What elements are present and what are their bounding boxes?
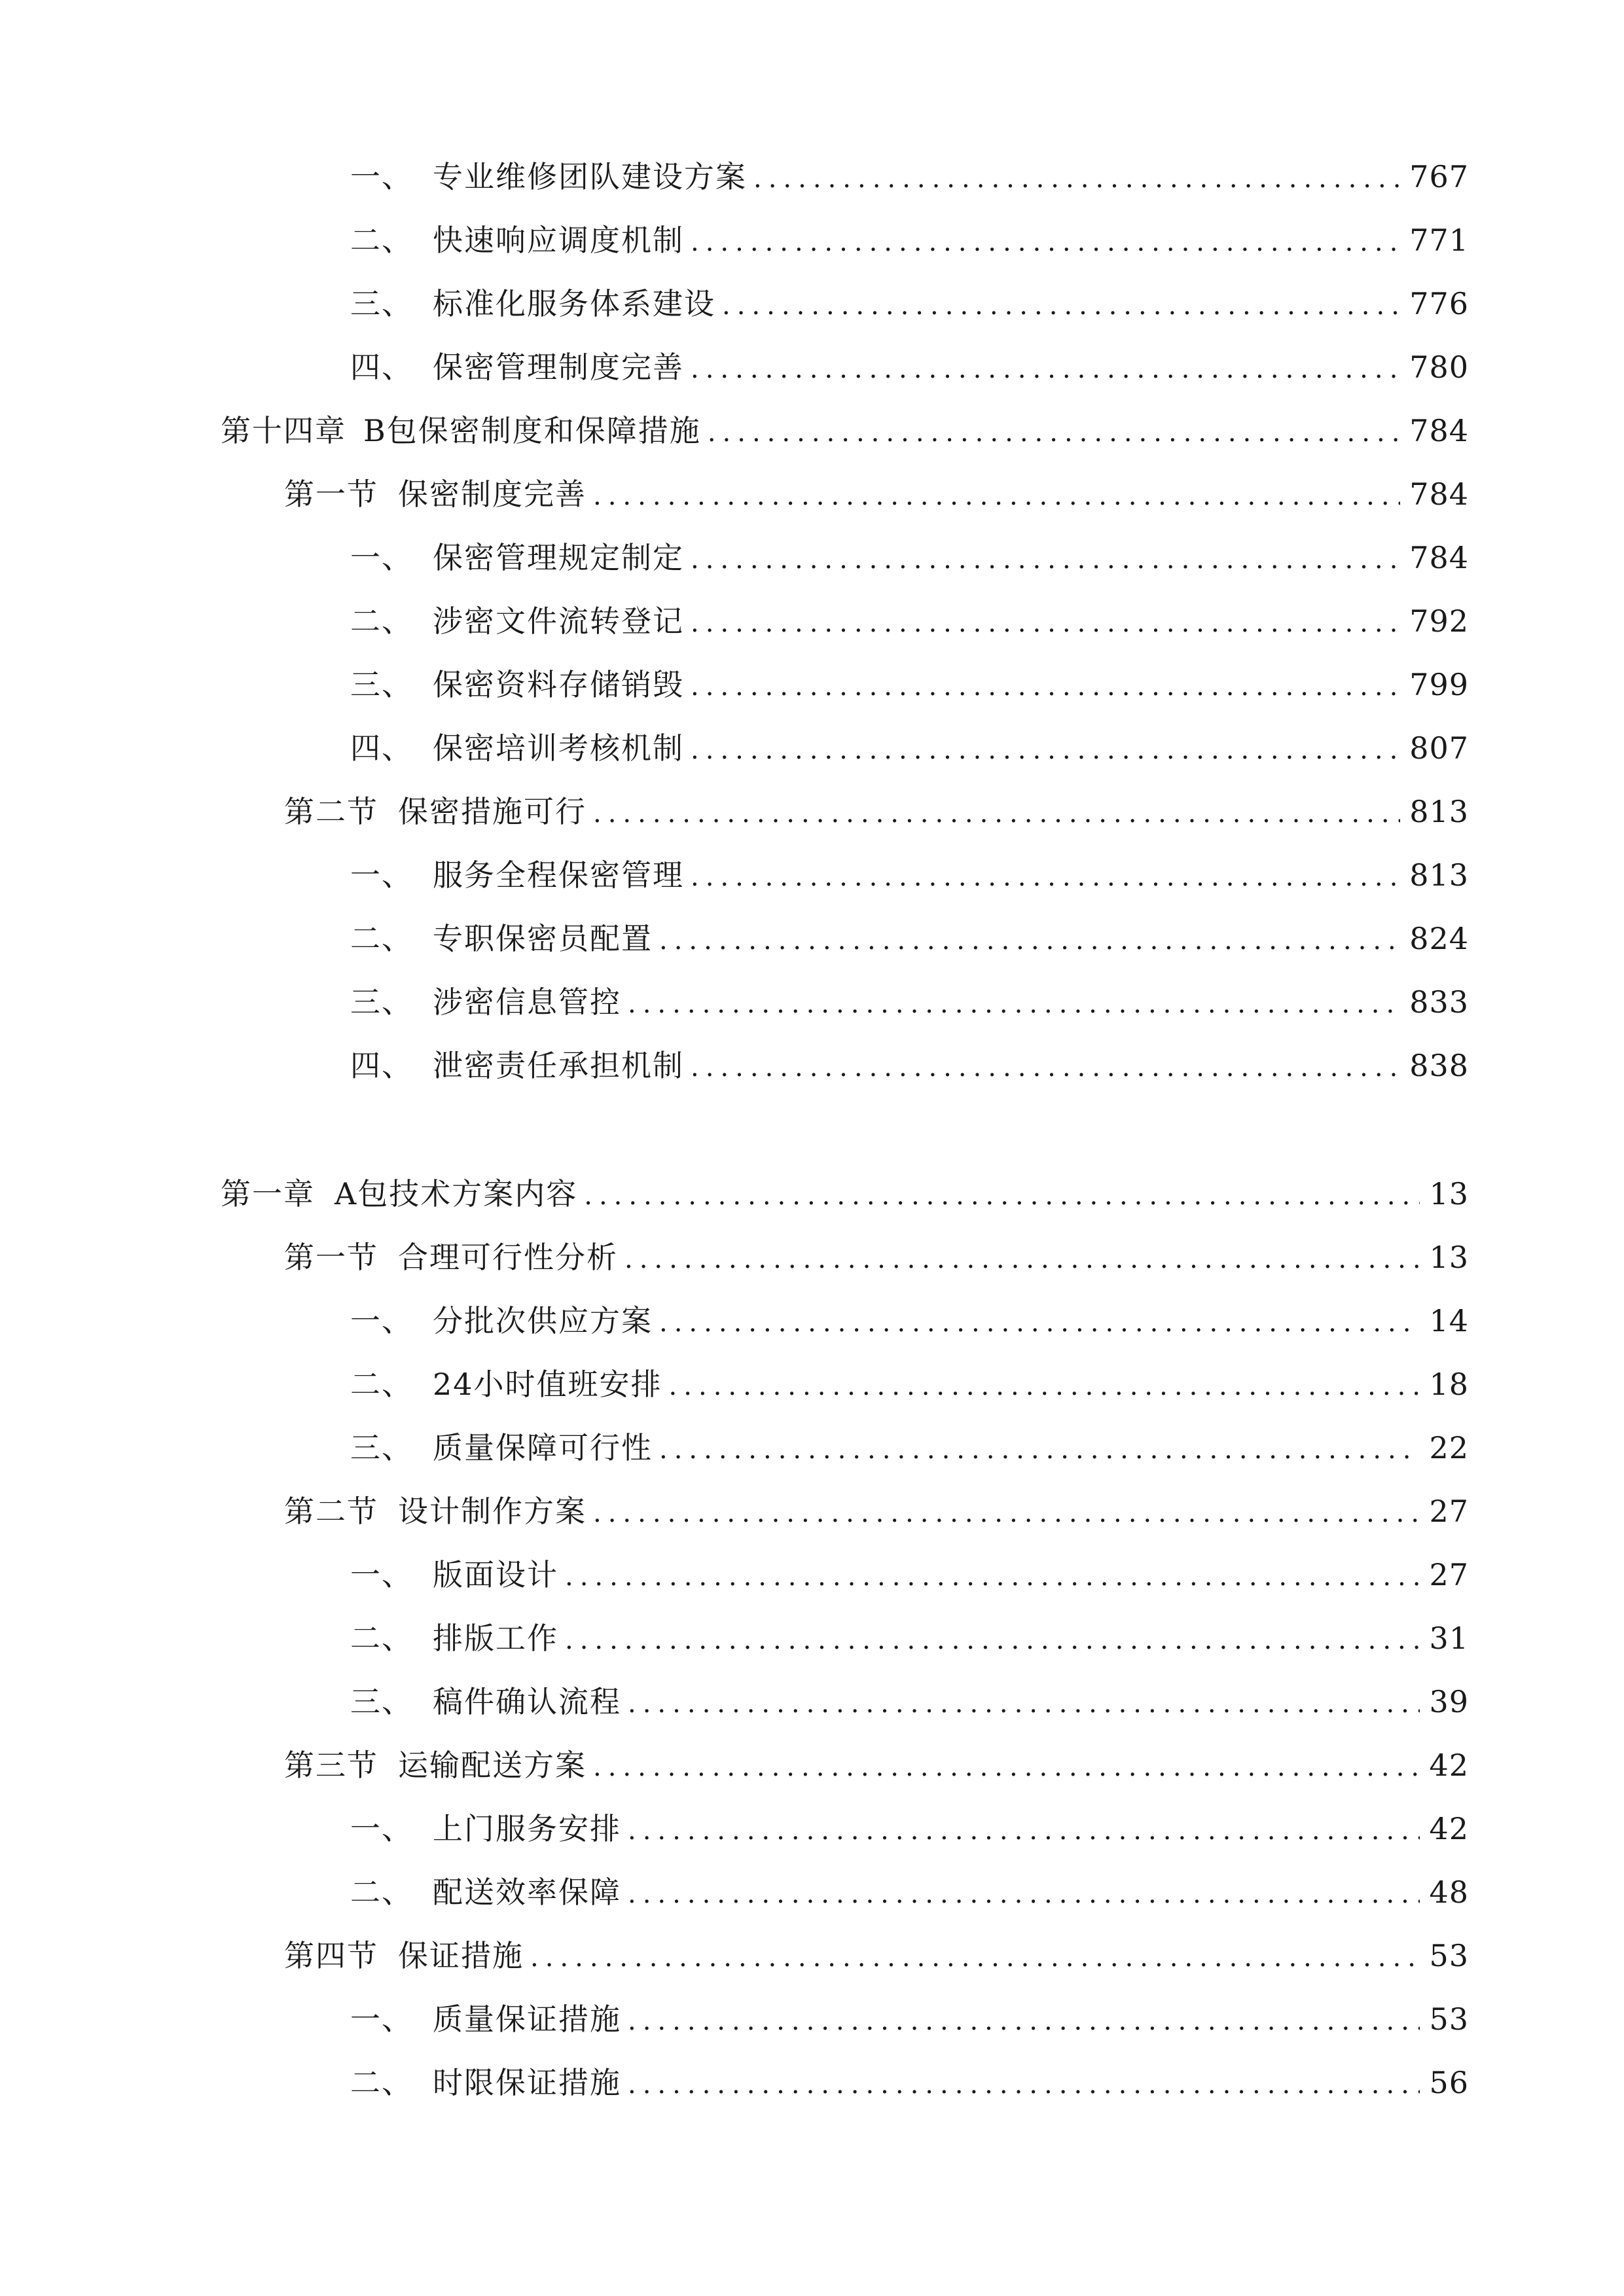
toc-dot-leader [753, 152, 1400, 205]
toc-entry-number: 四、 [350, 350, 413, 385]
toc-entry-title: 质量保证措施 [433, 2001, 621, 2037]
toc-entry[interactable] [350, 1612, 1469, 1664]
toc-entry[interactable] [350, 531, 1469, 584]
toc-entry[interactable] [350, 658, 1469, 711]
toc-dot-leader [530, 1931, 1420, 1984]
toc-entry[interactable] [350, 976, 1469, 1028]
toc-entry-page: 813 [1409, 857, 1469, 893]
toc-entry-number: 一、 [350, 1557, 413, 1592]
toc-entry-number: 第二节 [284, 1494, 378, 1529]
toc-entry-page: 784 [1409, 413, 1469, 448]
toc-entry[interactable] [350, 1676, 1469, 1728]
toc-entry-number: 一、 [350, 159, 413, 194]
toc-entry-number: 第一节 [284, 1240, 378, 1275]
toc-entry-title: 配送效率保障 [433, 1874, 621, 1910]
toc-chapter-entry[interactable] [221, 1168, 1469, 1220]
toc-entry-title: 运输配送方案 [398, 1748, 586, 1783]
toc-entry[interactable] [350, 1295, 1469, 1347]
toc-dot-leader [659, 1297, 1420, 1349]
toc-entry-number: 第十四章 [221, 413, 346, 448]
toc-entry-page: 53 [1429, 1938, 1469, 1973]
toc-dot-leader [628, 1804, 1420, 1857]
toc-entry-page: 56 [1429, 2065, 1469, 2100]
toc-entry-title: 保密培训考核机制 [433, 730, 684, 766]
toc-entry-page: 18 [1429, 1367, 1469, 1402]
toc-entry[interactable] [350, 2056, 1469, 2109]
toc-entry-number: 三、 [350, 984, 413, 1020]
toc-dot-leader [584, 1170, 1420, 1222]
toc-entry-number: 二、 [350, 223, 413, 258]
toc-entry-number: 四、 [350, 730, 413, 766]
toc-dot-leader [593, 1487, 1420, 1539]
toc-entry-number: 四、 [350, 1048, 413, 1083]
toc-section-entry[interactable] [284, 468, 1469, 520]
toc-entry-title: 时限保证措施 [433, 2065, 621, 2100]
toc-entry-number: 第二节 [284, 794, 378, 829]
toc-entry[interactable] [350, 341, 1469, 393]
toc-entry-page: 13 [1429, 1176, 1469, 1211]
toc-entry-page: 42 [1429, 1748, 1469, 1783]
toc-entry-page: 53 [1429, 2001, 1469, 2037]
toc-dot-leader [691, 1041, 1400, 1094]
toc-entry-page: 833 [1409, 984, 1469, 1020]
toc-entry-title: 合理可行性分析 [398, 1240, 618, 1275]
toc-entry-title: 保密管理规定制定 [433, 540, 684, 575]
toc-entry-number: 第一节 [284, 476, 378, 512]
toc-dot-leader [624, 1233, 1420, 1285]
toc-entry[interactable] [350, 214, 1469, 266]
toc-entry-title: A包技术方案内容 [334, 1176, 578, 1211]
toc-entry[interactable] [350, 1866, 1469, 1918]
toc-entry-page: 14 [1429, 1303, 1469, 1338]
toc-entry-number: 二、 [350, 1367, 413, 1402]
toc-entry-page: 31 [1429, 1621, 1469, 1656]
toc-entry-page: 27 [1429, 1494, 1469, 1529]
toc-entry-title: 快速响应调度机制 [433, 223, 684, 258]
toc-entry-title: 保密措施可行 [398, 794, 586, 829]
toc-section-entry[interactable] [284, 1929, 1469, 1982]
toc-entry-title: 专业维修团队建设方案 [433, 159, 747, 194]
toc-entry-title: 质量保障可行性 [433, 1430, 653, 1465]
toc-entry-page: 776 [1409, 286, 1469, 321]
toc-entry[interactable] [350, 595, 1469, 647]
toc-entry-number: 二、 [350, 603, 413, 639]
toc-dot-leader [691, 533, 1400, 586]
toc-entry-number: 第三节 [284, 1748, 378, 1783]
toc-entry-number: 第四节 [284, 1938, 378, 1973]
toc-entry-number: 三、 [350, 286, 413, 321]
toc-dot-leader [565, 1614, 1420, 1666]
toc-dot-leader [691, 597, 1400, 649]
toc-section-entry[interactable] [284, 785, 1469, 838]
toc-entry-title: 稿件确认流程 [433, 1684, 621, 1719]
toc-dot-leader [691, 724, 1400, 776]
toc-entry-number: 二、 [350, 1621, 413, 1656]
toc-dot-leader [628, 1677, 1420, 1730]
toc-section-entry[interactable] [284, 1485, 1469, 1537]
toc-entry-page: 799 [1409, 667, 1469, 702]
toc-entry-title: B包保密制度和保障措施 [363, 413, 701, 448]
toc-entry-number: 第一章 [221, 1176, 315, 1211]
toc-entry-title: 保密管理制度完善 [433, 350, 684, 385]
toc-dot-leader [669, 1360, 1420, 1412]
toc-entry[interactable] [350, 1993, 1469, 2045]
toc-entry-title: 保密资料存储销毁 [433, 667, 684, 702]
toc-entry-number: 一、 [350, 2001, 413, 2037]
toc-entry[interactable] [350, 151, 1469, 203]
toc-section-entry[interactable] [284, 1739, 1469, 1791]
toc-entry-number: 三、 [350, 1684, 413, 1719]
toc-entry-title: 版面设计 [433, 1557, 558, 1592]
toc-dot-leader [628, 2058, 1420, 2111]
toc-dot-leader [708, 406, 1400, 459]
toc-entry[interactable] [350, 1803, 1469, 1855]
toc-entry-page: 824 [1409, 921, 1469, 956]
toc-dot-leader [659, 1424, 1420, 1476]
toc-entry-title: 涉密信息管控 [433, 984, 621, 1020]
toc-entry-number: 三、 [350, 667, 413, 702]
toc-entry-title: 设计制作方案 [398, 1494, 586, 1529]
toc-entry-title: 上门服务安排 [433, 1811, 621, 1846]
toc-entry-number: 一、 [350, 1303, 413, 1338]
toc-entry[interactable] [350, 1039, 1469, 1092]
toc-entry[interactable] [350, 912, 1469, 965]
toc-entry-number: 二、 [350, 2065, 413, 2100]
toc-dot-leader [628, 1868, 1420, 1920]
toc-chapter-entry[interactable] [221, 404, 1469, 457]
toc-dot-leader [691, 851, 1400, 903]
toc-dot-leader [565, 1551, 1420, 1603]
toc-dot-leader [628, 978, 1400, 1030]
toc-entry-title: 涉密文件流转登记 [433, 603, 684, 639]
toc-dot-leader [659, 914, 1400, 967]
toc-dot-leader [593, 470, 1400, 522]
toc-entry[interactable] [350, 849, 1469, 901]
toc-entry-number: 一、 [350, 540, 413, 575]
toc-entry-number: 三、 [350, 1430, 413, 1465]
toc-dot-leader [628, 1995, 1420, 2047]
toc-entry-title: 排版工作 [433, 1621, 558, 1656]
toc-entry-number: 二、 [350, 921, 413, 956]
toc-entry-page: 22 [1429, 1430, 1469, 1465]
toc-entry-title: 泄密责任承担机制 [433, 1048, 684, 1083]
toc-dot-leader [593, 1741, 1420, 1793]
toc-dot-leader [691, 216, 1400, 268]
toc-entry-page: 784 [1409, 540, 1469, 575]
toc-entry-title: 专职保密员配置 [433, 921, 653, 956]
toc-entry[interactable] [350, 1358, 1469, 1410]
toc-entry-page: 27 [1429, 1557, 1469, 1592]
toc-entry-page: 838 [1409, 1048, 1469, 1083]
toc-entry-page: 792 [1409, 603, 1469, 639]
toc-entry[interactable] [350, 1549, 1469, 1601]
toc-entry-title: 保密制度完善 [398, 476, 586, 512]
toc-entry[interactable] [350, 722, 1469, 774]
toc-dot-leader [722, 279, 1400, 332]
toc-section-entry[interactable] [284, 1231, 1469, 1283]
toc-entry-title: 保证措施 [398, 1938, 524, 1973]
toc-entry-number: 一、 [350, 857, 413, 893]
toc-entry-title: 标准化服务体系建设 [433, 286, 715, 321]
toc-dot-leader [691, 343, 1400, 395]
toc-entry-page: 39 [1429, 1684, 1469, 1719]
toc-entry-title: 分批次供应方案 [433, 1303, 653, 1338]
toc-entry-page: 48 [1429, 1874, 1469, 1910]
toc-dot-leader [691, 660, 1400, 713]
toc-entry-page: 771 [1409, 223, 1469, 258]
toc-entry-page: 13 [1429, 1240, 1469, 1275]
toc-entry[interactable] [350, 278, 1469, 330]
toc-dot-leader [593, 787, 1400, 840]
toc-entry-number: 二、 [350, 1874, 413, 1910]
toc-entry-page: 780 [1409, 350, 1469, 385]
toc-entry[interactable] [350, 1422, 1469, 1474]
toc-entry-number: 一、 [350, 1811, 413, 1846]
toc-entry-page: 784 [1409, 476, 1469, 512]
toc-entry-page: 813 [1409, 794, 1469, 829]
toc-entry-title: 服务全程保密管理 [433, 857, 684, 893]
toc-entry-page: 42 [1429, 1811, 1469, 1846]
toc-entry-page: 767 [1409, 159, 1469, 194]
toc-entry-page: 807 [1409, 730, 1469, 766]
toc-entry-title: 24小时值班安排 [433, 1367, 662, 1402]
